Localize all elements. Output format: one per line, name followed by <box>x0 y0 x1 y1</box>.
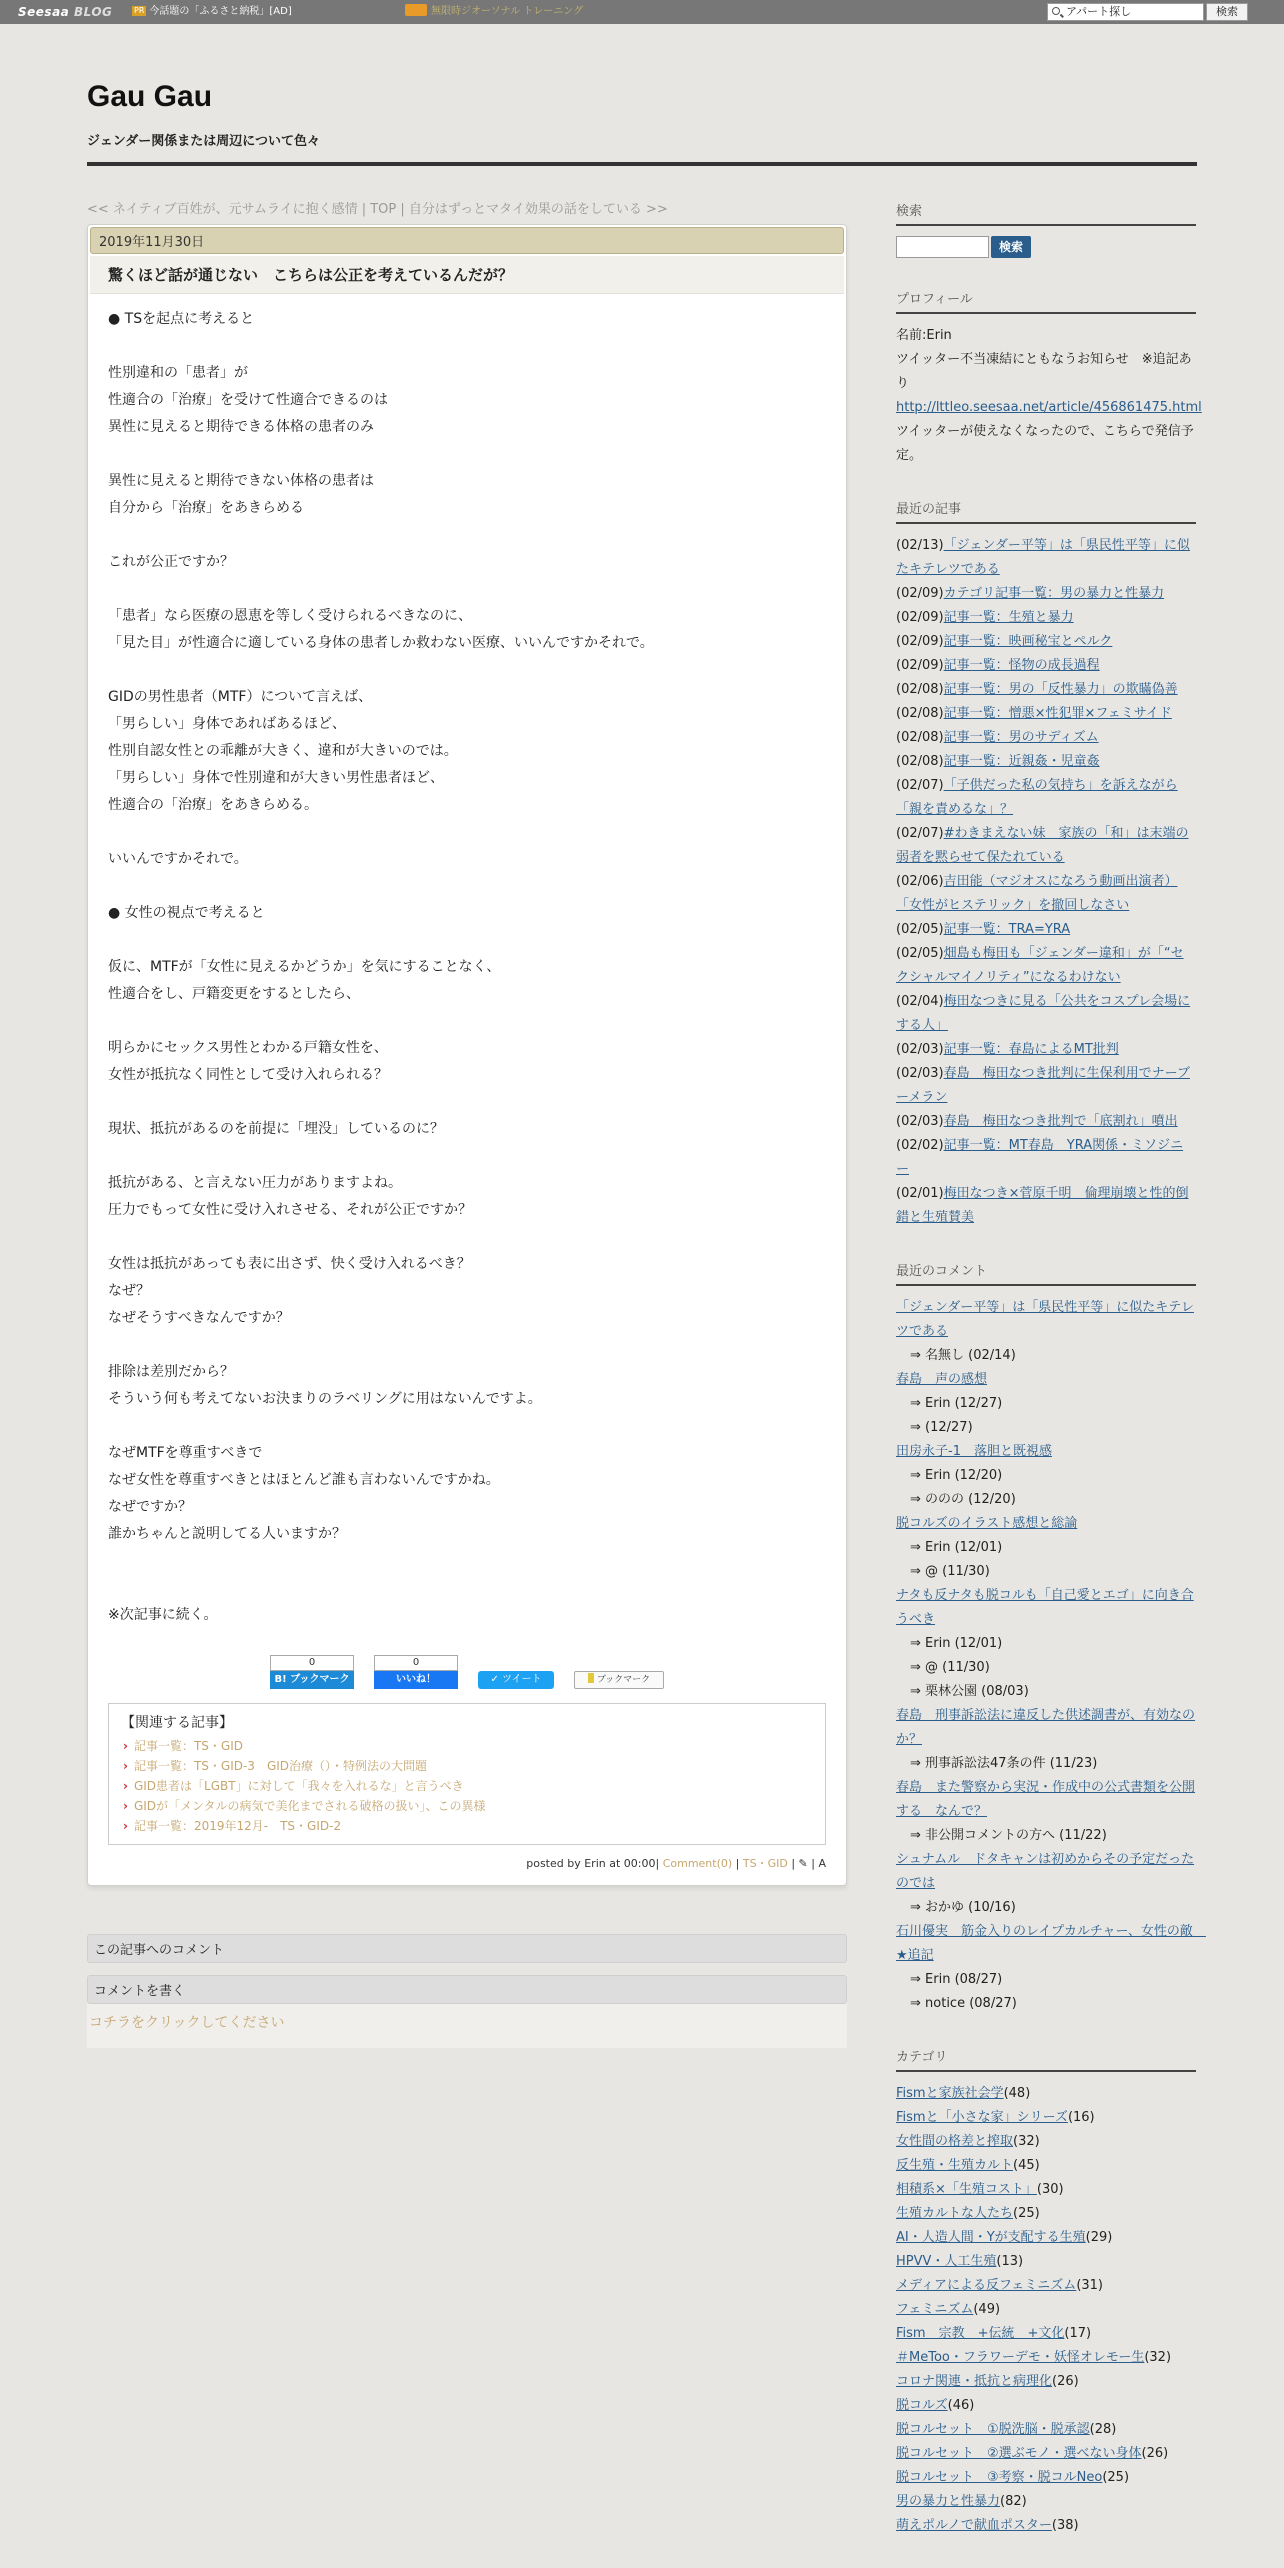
category-item <box>896 2226 1196 2250</box>
article-line <box>108 927 826 954</box>
recent-comment-author: ⇒ 非公開コメントの方へ (11/22) <box>896 1824 1196 1848</box>
recent-article-link[interactable]: 「ジェンダー平等」は「県民性平等」に似たキテレツである <box>896 538 1190 577</box>
recent-article-item <box>896 774 1196 822</box>
bookmark-button[interactable] <box>574 1671 664 1689</box>
recent-article-item <box>896 942 1196 990</box>
category-count: (26) <box>1052 2374 1079 2389</box>
ad-text: 今話題の「ふるさと納税」[AD] <box>149 6 292 17</box>
article-line: 性別自認女性との乖離が大きく、違和が大きいのでは。 <box>108 743 458 759</box>
category-link[interactable]: 生殖カルトな人たち <box>896 2206 1014 2221</box>
recent-comment-article-link[interactable]: 春島 また警察から実況・作成中の公式書類を公開する なんで？ <box>896 1780 1196 1819</box>
category-count: (17) <box>1064 2326 1092 2341</box>
recent-article-link[interactable]: 記事一覧：MT春島 YRA関係・ミソジニー <box>896 1138 1184 1177</box>
recent-comment-author: ⇒ ののの (12/20) <box>896 1488 1196 1512</box>
comments-section <box>87 1934 847 2048</box>
recent-article-date: (02/03) <box>896 1066 944 1081</box>
next-article-link[interactable]: 自分はずっとマタイ効果の話をしている >> <box>408 202 668 217</box>
seesaa-blog-logo[interactable] <box>18 0 112 24</box>
recent-comment-article-link[interactable]: 春島 声の感想 <box>896 1372 988 1387</box>
recent-comment-author: ⇒ 刑事訴訟法47条の件 (11/23) <box>896 1752 1196 1776</box>
category-count: (32) <box>1013 2134 1040 2149</box>
category-count: (26) <box>1141 2446 1169 2461</box>
article-line <box>108 1089 826 1116</box>
write-comment-box <box>87 1975 847 2048</box>
category-count: (45) <box>1013 2158 1040 2173</box>
category-item <box>896 2322 1196 2346</box>
recent-article-item <box>896 918 1196 942</box>
article-line: なぜ？ <box>108 1283 150 1299</box>
recent-article-item <box>896 1134 1196 1182</box>
article-line: ※次記事に続く。 <box>108 1607 218 1623</box>
recent-article-date: (02/09) <box>896 658 944 673</box>
recent-article-link[interactable]: 記事一覧：男のサディズム <box>943 730 1099 745</box>
category-link[interactable]: HPVV・人工生殖 <box>896 2254 997 2269</box>
related-article-link[interactable]: › 記事一覧：TS・GID-3 GID治療（）・特例法の大問題 <box>121 1756 813 1776</box>
facebook-like-button[interactable] <box>374 1655 458 1689</box>
article-line: なぜMTFを尊重すべきで <box>108 1445 263 1461</box>
recent-comment-article <box>896 1512 1196 1536</box>
recent-article-item <box>896 606 1196 630</box>
recent-article-date: (02/04) <box>896 994 944 1009</box>
article-line: 明らかにセックス男性とわかる戸籍女性を、 <box>108 1040 388 1056</box>
font-size-icon[interactable]: A <box>818 1857 826 1870</box>
prev-article-link[interactable]: << ネイティブ百姓が、元サムライに抱く感情 <box>87 202 358 217</box>
article-line: 性適合をし、戸籍変更をするとしたら、 <box>108 986 360 1002</box>
top-bar <box>0 0 1284 24</box>
article-line: 「患者」なら医療の恩恵を等しく受けられるべきなのに、 <box>108 608 472 624</box>
recent-comment-author: ⇒ 栗林公園 (08/03) <box>896 1680 1196 1704</box>
category-count: (32) <box>1144 2350 1172 2365</box>
article-date: 2019年11月30日 <box>90 227 844 254</box>
recent-comment-author: ⇒ notice (08/27) <box>896 1992 1196 2016</box>
recent-article-link[interactable]: 記事一覧：TRA=YRA <box>943 922 1071 937</box>
share-buttons <box>90 1655 844 1689</box>
logo-text-a: Seesaa <box>18 5 70 19</box>
main-column <box>87 198 847 2048</box>
category-link[interactable]: TS・GID <box>742 1857 788 1870</box>
article-line <box>108 819 826 846</box>
recent-article-item <box>896 702 1196 726</box>
category-link[interactable]: コロナ関連・抵抗と病理化 <box>896 2374 1053 2389</box>
sidebar-categories <box>896 2046 1196 2538</box>
category-item <box>896 2250 1196 2274</box>
category-item <box>896 2130 1196 2154</box>
article-line: 性別違和の「患者」が <box>108 365 248 381</box>
article-line: なぜですか？ <box>108 1499 192 1515</box>
recent-article-date: (02/03) <box>896 1042 944 1057</box>
recent-article-date: (02/08) <box>896 682 944 697</box>
category-item <box>896 2202 1196 2226</box>
ad-link-furusato[interactable] <box>132 0 292 24</box>
recent-article-item <box>896 654 1196 678</box>
article-body <box>90 294 844 1633</box>
category-item <box>896 2154 1196 2178</box>
category-link[interactable]: ＃MeToo・フラワーデモ・妖怪オレモー生 <box>896 2350 1145 2365</box>
category-link[interactable]: フェミニズム <box>896 2302 974 2317</box>
recent-article-item <box>896 1038 1196 1062</box>
article-line: 誰かちゃんと説明してる人いますか？ <box>108 1526 346 1542</box>
recent-article-link[interactable]: 春島 梅田なつき批判で「底割れ」噴出 <box>943 1114 1178 1129</box>
related-article-link[interactable]: › GID患者は「LGBT」に対して「我々を入れるな」と言うべき <box>121 1776 813 1796</box>
recent-article-item <box>896 678 1196 702</box>
article-line: ● TSを起点に考えると <box>108 311 255 327</box>
hatena-label: B! ブックマーク <box>270 1671 354 1689</box>
article-line <box>108 1332 826 1359</box>
article-line: 異性に見えると期待できない体格の患者は <box>108 473 374 489</box>
category-link[interactable]: 脱コルセット ②選ぶモノ・選べない身体 <box>896 2446 1142 2461</box>
category-count: (16) <box>1067 2110 1095 2125</box>
recent-comment-author: ⇒ @ (11/30) <box>896 1560 1196 1584</box>
article-line: 「男らしい」身体であればあるほど、 <box>108 716 346 732</box>
recent-comment-article <box>896 1776 1196 1824</box>
recent-article-date: (02/08) <box>896 754 944 769</box>
recent-comment-article-link[interactable]: ナタも反ナタも脱コルも「自己愛とエゴ」に向き合うべき <box>896 1588 1194 1627</box>
recent-comment-article-link[interactable]: 脱コルズのイラスト感想と総論 <box>896 1516 1078 1531</box>
article-line <box>108 1143 826 1170</box>
recent-article-date: (02/06) <box>896 874 944 889</box>
article-line <box>108 1224 826 1251</box>
sidebar-search-heading: 検索 <box>896 200 1196 226</box>
bookmark-label: ブックマーク <box>596 1675 651 1685</box>
sidebar-profile <box>896 288 1202 468</box>
recent-article-link[interactable]: 記事一覧：男の「反性暴力」の欺瞞偽善 <box>943 682 1178 697</box>
category-item <box>896 2082 1196 2106</box>
recent-article-item <box>896 582 1196 606</box>
recent-comment-article <box>896 1704 1196 1752</box>
category-item <box>896 2346 1196 2370</box>
recent-article-link[interactable]: 春島 梅田なつき批判に生保利用でナーブーメラン <box>896 1066 1190 1105</box>
category-item <box>896 2178 1196 2202</box>
related-article-link[interactable]: › 記事一覧：TS・GID <box>121 1736 813 1756</box>
recent-comment-author: ⇒ 名無し (02/14) <box>896 1344 1196 1368</box>
article-line: 圧力でもって女性に受け入れさせる、それが公正ですか？ <box>108 1202 472 1218</box>
category-link[interactable]: 脱コルズ <box>896 2398 948 2413</box>
related-articles <box>108 1703 826 1845</box>
category-count: (82) <box>1000 2494 1027 2509</box>
article-line <box>108 522 826 549</box>
article-entry <box>87 224 847 1886</box>
recent-article-date: (02/09) <box>896 634 944 649</box>
recent-comment-author: ⇒ Erin (12/01) <box>896 1536 1196 1560</box>
write-comment-link[interactable]: コチラをクリックしてください <box>89 2015 285 2031</box>
category-item <box>896 2274 1196 2298</box>
article-line <box>108 333 826 360</box>
recent-article-item <box>896 870 1196 918</box>
article-line: 女性が抵抗なく同性として受け入れられる？ <box>108 1067 388 1083</box>
article-line: ● 女性の視点で考えると <box>108 905 265 921</box>
recent-comment-article <box>896 1296 1196 1344</box>
category-count: (29) <box>1085 2230 1113 2245</box>
recent-article-date: (02/07) <box>896 826 944 841</box>
category-link[interactable]: 相積系×「生殖コスト」 <box>896 2182 1037 2197</box>
category-item <box>896 2394 1196 2418</box>
twitter-bird-icon: ✓ <box>490 1674 503 1685</box>
recent-comment-article <box>896 1584 1196 1632</box>
recent-comment-author: ⇒ おかゆ (10/16) <box>896 1896 1196 1920</box>
category-count: (25) <box>1102 2470 1130 2485</box>
ad-text-2: 無限時ジオーソナル トレーニング <box>431 6 584 17</box>
profile-note: ツイッター不当凍結にともなうお知らせ ※追記あり <box>896 352 1192 391</box>
recent-comment-author: ⇒ Erin (08/27) <box>896 1968 1196 1992</box>
category-link[interactable]: 萌えポルノで献血ポスター <box>896 2518 1052 2533</box>
sidebar-recent-articles <box>896 498 1196 1230</box>
recent-article-date: (02/03) <box>896 1114 944 1129</box>
article-line <box>108 576 826 603</box>
category-item <box>896 2442 1196 2466</box>
recent-article-date: (02/09) <box>896 586 944 601</box>
category-count: (30) <box>1036 2182 1064 2197</box>
profile-name: 名前:Erin <box>896 328 952 343</box>
category-link[interactable]: Fismと「小さな家」シリーズ <box>896 2110 1068 2125</box>
article-line: 「男らしい」身体で性別違和が大きい男性患者ほど、 <box>108 770 444 786</box>
recent-article-item <box>896 822 1196 870</box>
recent-article-item <box>896 1182 1196 1230</box>
related-heading: 【関連する記事】 <box>121 1715 233 1731</box>
recent-article-item <box>896 1110 1196 1134</box>
recent-article-link[interactable]: 畑島も梅田も「ジェンダー違和」が「“セクシャルマイノリティ”になるわけない <box>896 946 1184 985</box>
category-count: (31) <box>1076 2278 1103 2293</box>
category-link[interactable]: 女性間の格差と搾取 <box>896 2134 1014 2149</box>
recent-article-date: (02/09) <box>896 610 944 625</box>
recent-article-link[interactable]: 記事一覧：春島によるMT批判 <box>943 1042 1119 1057</box>
recent-comment-article <box>896 1368 1196 1392</box>
category-link[interactable]: 脱コルセット ①脱洗脳・脱承認 <box>896 2422 1090 2437</box>
sidebar-recent-comments <box>896 1260 1206 2016</box>
category-item <box>896 2370 1196 2394</box>
recent-article-link[interactable]: カテゴリ記事一覧：男の暴力と性暴力 <box>943 586 1165 601</box>
article-title: 驚くほど話が通じない こちらは公正を考えているんだが？ <box>90 256 844 294</box>
edit-icon[interactable]: ✎ <box>798 1857 808 1870</box>
recent-article-link[interactable]: 記事一覧：憎悪×性犯罪×フェミサイド <box>943 706 1172 721</box>
category-link[interactable]: 反生殖・生殖カルト <box>896 2158 1014 2173</box>
category-item <box>896 2418 1196 2442</box>
category-item <box>896 2466 1196 2490</box>
recent-article-link[interactable]: #わきまえない妹 家族の「和」は末端の弱者を黙らせて保たれている <box>896 826 1189 865</box>
recent-comment-article-link[interactable]: 田房永子-1 落胆と既視感 <box>896 1444 1052 1459</box>
fb-label: いいね！ <box>374 1671 458 1689</box>
tweet-button[interactable] <box>478 1671 554 1689</box>
category-item <box>896 2106 1196 2130</box>
blog-title[interactable]: Gau Gau <box>87 80 213 113</box>
sidebar-search-button[interactable]: 検索 <box>991 236 1031 258</box>
article-line: 性適合の「治療」をあきらめる。 <box>108 797 318 813</box>
category-count: (46) <box>947 2398 975 2413</box>
related-list <box>121 1736 813 1836</box>
bookmark-icon <box>588 1673 594 1683</box>
article-line: なぜそうすべきなんですか？ <box>108 1310 290 1326</box>
recent-article-date: (02/01) <box>896 1186 944 1201</box>
categories-heading: カテゴリ <box>896 2046 1196 2072</box>
article-line <box>108 1413 826 1440</box>
sidebar-search-input[interactable] <box>896 236 989 258</box>
header-divider <box>87 162 1197 166</box>
recent-article-item <box>896 1062 1196 1110</box>
recent-article-item <box>896 750 1196 774</box>
posted-by: posted by Erin at 00:00 <box>526 1857 656 1870</box>
recent-comment-article <box>896 1848 1196 1896</box>
recent-comment-author: ⇒ (12/27) <box>896 1416 1196 1440</box>
recent-comment-article-link[interactable]: シュナムル ドタキャンは初めからその予定だったのでは <box>896 1852 1195 1891</box>
sidebar-search <box>896 200 1196 258</box>
pager-sep: | <box>396 202 409 217</box>
recent-comment-author: ⇒ Erin (12/01) <box>896 1632 1196 1656</box>
article-line: なぜ女性を尊重すべきとはほとんど誰も言わないんですかね。 <box>108 1472 500 1488</box>
recent-article-link[interactable]: 吉田能（マジオスになろう動画出演者）「女性がヒステリック」を撤回しなさい <box>896 874 1178 913</box>
recent-comments-heading: 最近のコメント <box>896 1260 1196 1286</box>
category-link[interactable]: 脱コルセット ③考察・脱コルNeo <box>896 2470 1103 2485</box>
category-item <box>896 2490 1196 2514</box>
recent-article-link[interactable]: 梅田なつきに見る「公共をコスプレ会場にする人」 <box>896 994 1191 1033</box>
comment-count-link[interactable]: Comment(0) <box>662 1857 733 1870</box>
category-count: (49) <box>973 2302 1001 2317</box>
related-article-link[interactable]: › GIDが「メンタルの病気で美化までされる破格の扱い」、この異様 <box>121 1796 813 1816</box>
pager-sep: | <box>357 202 371 217</box>
recent-comment-article <box>896 1440 1196 1464</box>
recent-article-item <box>896 534 1196 582</box>
recent-article-link[interactable]: 「子供だった私の気持ち」を訴えながら「親を責めるな」？ <box>896 778 1178 817</box>
recent-comment-author: ⇒ Erin (12/20) <box>896 1464 1196 1488</box>
recent-article-date: (02/05) <box>896 922 944 937</box>
write-comment-heading: コメントを書く <box>87 1975 847 2004</box>
recent-article-date: (02/07) <box>896 778 944 793</box>
comments-heading: この記事へのコメント <box>87 1934 847 1963</box>
category-link[interactable]: Fismと家族社会学 <box>896 2086 1004 2101</box>
top-search-button[interactable]: 検索 <box>1206 3 1248 21</box>
tweet-label: ツイート <box>502 1674 542 1685</box>
recent-comment-article-link[interactable]: 「ジェンダー平等」は「県民性平等」に似たキテレツである <box>896 1300 1194 1339</box>
article-line: GIDの男性患者（MTF）について言えば、 <box>108 689 373 705</box>
hatena-bookmark-button[interactable] <box>270 1655 354 1689</box>
article-line: 排除は差別だから？ <box>108 1364 234 1380</box>
search-icon <box>1052 7 1060 15</box>
recent-comment-article-link[interactable]: 春島 刑事訴訟法に違反した供述調書が、有効なのか？ <box>896 1708 1196 1747</box>
recent-article-item <box>896 726 1196 750</box>
article-line: 抵抗がある、と言えない圧力がありますよね。 <box>108 1175 402 1191</box>
category-count: (25) <box>1013 2206 1040 2221</box>
category-count: (48) <box>1003 2086 1031 2101</box>
article-line: いいんですかそれで。 <box>108 851 248 867</box>
recent-article-link[interactable]: 記事一覧：怪物の成長過程 <box>943 658 1100 673</box>
recent-article-date: (02/05) <box>896 946 944 961</box>
profile-tail: ツイッターが使えなくなったので、こちらで発信予定。 <box>896 424 1194 463</box>
hatena-count: 0 <box>270 1655 354 1671</box>
recent-article-item <box>896 990 1196 1038</box>
fb-count: 0 <box>374 1655 458 1671</box>
article-line: 異性に見えると期待できる体格の患者のみ <box>108 419 374 435</box>
related-article-link[interactable]: › 記事一覧：2019年12月- TS・GID-2 <box>121 1816 813 1836</box>
ad-link-training[interactable] <box>405 0 583 24</box>
article-line <box>108 657 826 684</box>
blog-header <box>87 80 1197 149</box>
category-link[interactable]: メディアによる反フェミニズム <box>896 2278 1077 2293</box>
category-item <box>896 2298 1196 2322</box>
category-link[interactable]: AI・人造人間・Yが支配する生殖 <box>896 2230 1086 2245</box>
article-line: これが公正ですか？ <box>108 554 234 570</box>
category-count: (38) <box>1051 2518 1079 2533</box>
posted-footer: posted by Erin at 00:00| Comment(0) | TS・GID | ✎ | A <box>526 1857 826 1870</box>
search-value: アパート探し <box>1066 5 1132 18</box>
recent-article-link[interactable]: 記事一覧：近親姦・児童姦 <box>943 754 1100 769</box>
recent-article-item <box>896 630 1196 654</box>
article-line: 仮に、MTFが「女性に見えるかどうか」を気にすることなく、 <box>108 959 501 975</box>
article-line <box>108 441 826 468</box>
pr-badge: PR <box>134 6 145 15</box>
article-line <box>108 1548 826 1575</box>
profile-heading: プロフィール <box>896 288 1196 314</box>
category-link[interactable]: 男の暴力と性暴力 <box>896 2494 1001 2509</box>
blog-description: ジェンダー関係または周辺について色々 <box>87 134 320 149</box>
recent-article-link[interactable]: 梅田なつき×菅原千明 倫理崩壊と性的倒錯と生殖賛美 <box>896 1186 1189 1225</box>
article-line: 「見た目」が性適合に適している身体の患者しか救わない医療、いいんですかそれで。 <box>108 635 654 651</box>
top-link[interactable]: TOP <box>370 202 397 217</box>
posted-sep: | <box>655 1857 660 1870</box>
recent-article-link[interactable]: 記事一覧：生殖と暴力 <box>943 610 1074 625</box>
recent-article-date: (02/02) <box>896 1138 944 1153</box>
category-count: (13) <box>996 2254 1024 2269</box>
article-line <box>108 1008 826 1035</box>
recent-comment-article-link[interactable]: 石川優実 筋金入りのレイプカルチャー、女性の敵 ★追記 <box>896 1924 1206 1963</box>
category-count: (28) <box>1089 2422 1117 2437</box>
article-line: 自分から「治療」をあきらめる <box>108 500 304 516</box>
recent-article-date: (02/08) <box>896 730 944 745</box>
article-line: 現状、抵抗があるのを前提に「埋没」しているのに？ <box>108 1121 444 1137</box>
recent-article-link[interactable]: 記事一覧：映画秘宝とペルク <box>943 634 1113 649</box>
recent-comment-author: ⇒ Erin (12/27) <box>896 1392 1196 1416</box>
recent-comment-author: ⇒ @ (11/30) <box>896 1656 1196 1680</box>
article-line: 性適合の「治療」を受けて性適合できるのは <box>108 392 388 408</box>
category-item <box>896 2514 1196 2538</box>
recent-article-date: (02/13) <box>896 538 944 553</box>
recent-articles-heading: 最近の記事 <box>896 498 1196 524</box>
profile-link[interactable]: http://lttleo.seesaa.net/article/456861475.html <box>896 400 1202 415</box>
category-link[interactable]: Fism 宗教 +伝統 +文化 <box>896 2326 1065 2341</box>
article-line: そういう何も考えてないお決まりのラベリングに用はないんですよ。 <box>108 1391 542 1407</box>
recent-comment-article <box>896 1920 1206 1968</box>
article-line <box>108 873 826 900</box>
recent-article-date: (02/08) <box>896 706 944 721</box>
article-line <box>108 1575 826 1602</box>
article-line: 女性は抵抗があっても表に出さず、快く受け入れるべき？ <box>108 1256 471 1272</box>
article-pager <box>87 198 847 217</box>
top-search-input[interactable] <box>1047 3 1204 21</box>
ad-icon <box>405 4 427 16</box>
sidebar <box>896 200 1206 2568</box>
logo-text-b: BLOG <box>73 5 113 19</box>
